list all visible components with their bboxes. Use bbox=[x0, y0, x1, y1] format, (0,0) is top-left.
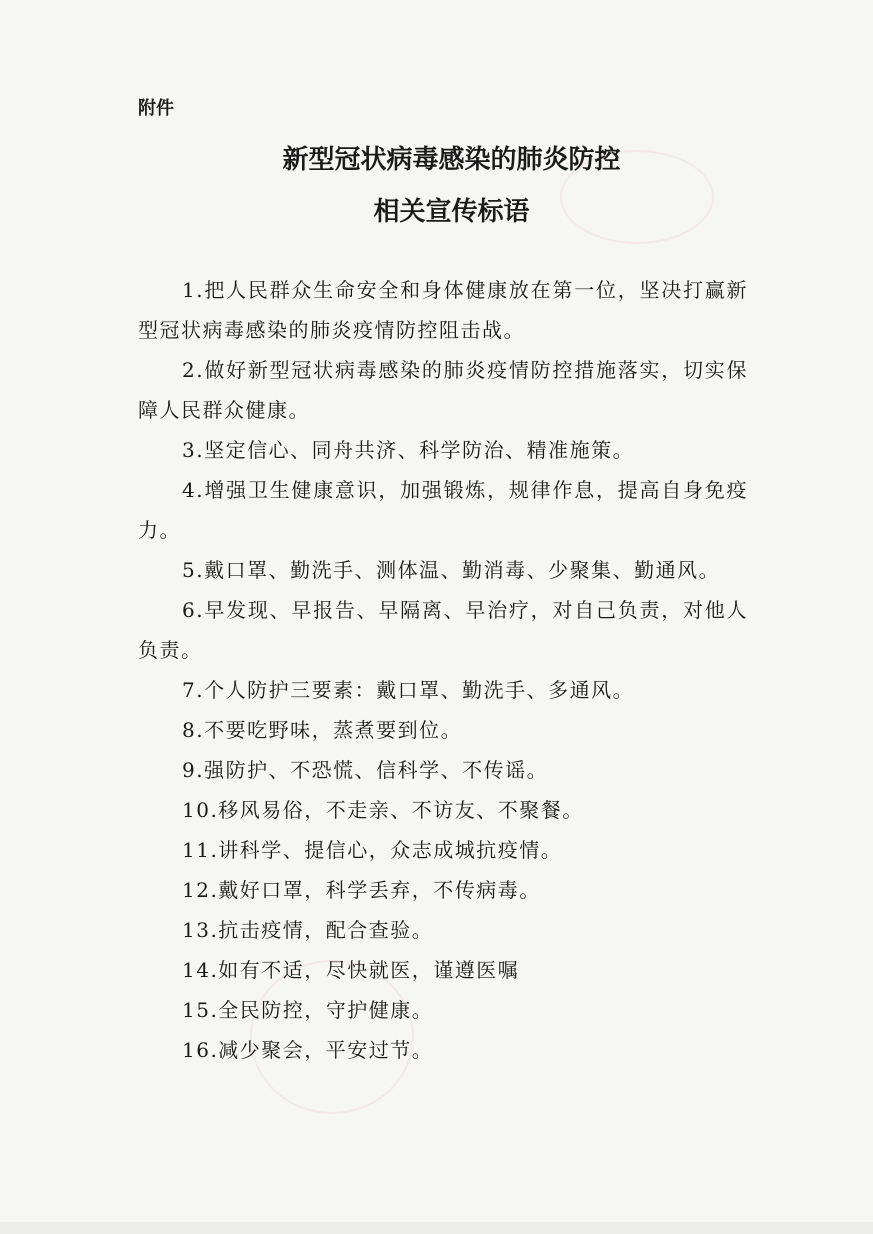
slogan-item: 10.移风易俗，不走亲、不访友、不聚餐。 bbox=[182, 798, 584, 822]
page-bottom-edge bbox=[0, 1222, 873, 1234]
slogan-item: 12.戴好口罩，科学丢弃，不传病毒。 bbox=[182, 878, 541, 902]
attachment-label: 附件 bbox=[138, 98, 174, 119]
slogan-item: 11.讲科学、提信心，众志成城抗疫情。 bbox=[182, 838, 563, 862]
slogan-item: 8.不要吃野味，蒸煮要到位。 bbox=[182, 718, 463, 742]
slogan-item: 6.早发现、早报告、早隔离、早治疗，对自己负责，对他人负责。 bbox=[138, 598, 748, 662]
slogan-item: 1.把人民群众生命安全和身体健康放在第一位，坚决打赢新型冠状病毒感染的肺炎疫情防控阻击战。 bbox=[138, 278, 748, 342]
slogan-item: 3.坚定信心、同舟共济、科学防治、精准施策。 bbox=[182, 438, 635, 462]
slogan-list bbox=[138, 270, 748, 1070]
slogan-item: 9.强防护、不恐慌、信科学、不传谣。 bbox=[182, 758, 549, 782]
slogan-item: 13.抗击疫情，配合查验。 bbox=[182, 918, 434, 942]
document-title-line-1: 新型冠状病毒感染的肺炎防控 bbox=[282, 145, 621, 175]
slogan-item: 16.减少聚会，平安过节。 bbox=[182, 1038, 434, 1062]
slogan-item: 7.个人防护三要素：戴口罩、勤洗手、多通风。 bbox=[182, 678, 635, 702]
slogan-item: 15.全民防控，守护健康。 bbox=[182, 998, 434, 1022]
slogan-item: 5.戴口罩、勤洗手、测体温、勤消毒、少聚集、勤通风。 bbox=[182, 558, 721, 582]
document-title-line-2: 相关宣传标语 bbox=[373, 197, 530, 227]
slogan-item: 2.做好新型冠状病毒感染的肺炎疫情防控措施落实，切实保障人民群众健康。 bbox=[138, 358, 748, 422]
slogan-item: 14.如有不适，尽快就医，谨遵医嘱 bbox=[182, 958, 520, 982]
slogan-item: 4.增强卫生健康意识，加强锻炼，规律作息，提高自身免疫力。 bbox=[138, 478, 748, 542]
